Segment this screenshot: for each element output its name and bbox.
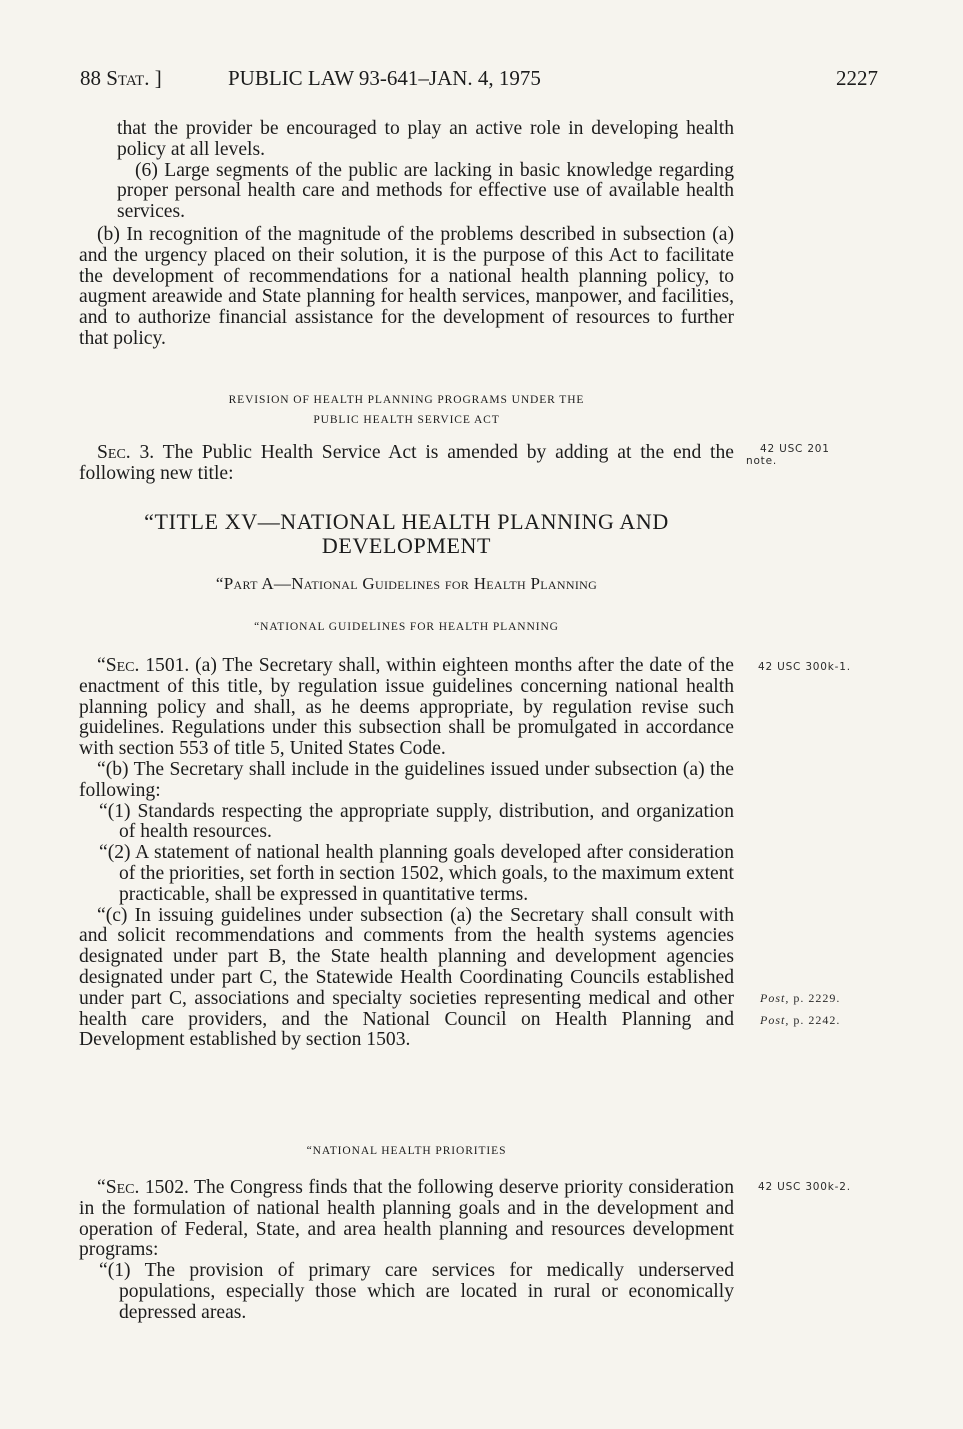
- title-xv: [79, 510, 734, 558]
- part-a-name: National Guidelines for Health Planning: [291, 574, 598, 593]
- revision-heading: [79, 390, 734, 430]
- title-xv-line1: “TITLE XV—NATIONAL HEALTH PLANNING AND: [144, 509, 669, 534]
- guidelines-heading-text: “NATIONAL GUIDELINES FOR HEALTH PLANNING: [254, 621, 559, 633]
- sec1501-item1: “(1) Standards respecting the appropriate supply, distribution, and organization of health resources.: [99, 800, 734, 843]
- stat-number: 88: [80, 66, 101, 90]
- margin-note-42usc201: [746, 443, 830, 467]
- revision-heading-line2: PUBLIC HEALTH SERVICE ACT: [313, 414, 500, 426]
- margin-note-post-2229: [760, 992, 840, 1004]
- margin-note-42usc300k2: 42 USC 300k-2.: [758, 1181, 851, 1193]
- margin-note-42usc300k1: 42 USC 300k-1.: [758, 661, 851, 673]
- priorities-heading-text: “NATIONAL HEALTH PRIORITIES: [306, 1145, 507, 1157]
- paragraph-6: (6) Large segments of the public are lacking in basic knowledge regarding proper personal health care and methods for effective use of available health services.: [117, 159, 734, 223]
- sec1501-text-a: (a) The Secretary shall, within eighteen months after the date of the enactment of this title, by regulation issue guidelines concerning national health planning policy and shall, as he deems appropriate, by regulation revise such guidelines. Regulations under this subsection shall be promulgated in accordance with section 553 of title 5, United States Code.: [79, 655, 734, 760]
- statute-volume: [80, 66, 162, 91]
- paragraph-b: (b) In recognition of the magnitude of the problems described in subsection (a) and the urgency placed on their solution, it is the purpose of this Act to facilitate the development of recommendations for a national health planning policy, to augment areawide and State planning for health services, manpower, and facilities, and to authorize financial assistance for the development of resources to further that policy.: [79, 223, 734, 349]
- sec1501-item2: “(2) A statement of national health planning goals developed after consideration of the priorities, set forth in section 1502, which goals, to the maximum extent practicable, shall be expressed in quantitative terms.: [99, 842, 734, 905]
- guidelines-heading: [79, 617, 734, 637]
- sec1501-label: “Sec. 1501.: [97, 655, 190, 676]
- stat-word: Stat.: [106, 66, 150, 90]
- sec1501-text-b: “(b) The Secretary shall include in the guidelines issued under subsection (a) the following:: [79, 758, 734, 801]
- section-1502: [79, 1178, 734, 1324]
- post-word-2: Post,: [760, 1013, 790, 1027]
- post-page-1: p. 2229.: [789, 991, 841, 1005]
- margin-note-42usc201-line1: 42 USC 201: [760, 443, 830, 455]
- sec1502-text: The Congress finds that the following deserve priority consideration in the formulation of national health planning goals and in the development and operation of Federal, State, and area health planning and resources development programs:: [79, 1177, 734, 1261]
- public-law-title: PUBLIC LAW 93-641–JAN. 4, 1975: [228, 66, 541, 90]
- part-a-prefix: “Part A—: [215, 574, 292, 593]
- revision-heading-line1: REVISION OF HEALTH PLANNING PROGRAMS UNDER THE: [228, 394, 585, 406]
- sec1502-label: “Sec. 1502.: [97, 1177, 189, 1198]
- page-number: 2227: [836, 66, 878, 90]
- sec1502-item1: “(1) The provision of primary care services for medically underserved populations, especially those which are located in rural or economically depressed areas.: [99, 1260, 734, 1323]
- margin-note-post-2242: [760, 1014, 840, 1026]
- stat-bracket: ]: [154, 66, 162, 90]
- post-page-2: p. 2242.: [789, 1013, 841, 1027]
- post-word-1: Post,: [760, 991, 790, 1005]
- section-3: [79, 443, 734, 485]
- priorities-heading: [79, 1141, 734, 1161]
- opening-block: [79, 119, 734, 350]
- sec3-text: The Public Health Service Act is amended by adding at the end the following new title:: [79, 442, 734, 484]
- paragraph-5-end: that the provider be encouraged to play an active role in developing health policy at all levels.: [117, 118, 734, 160]
- sec3-label: Sec. 3.: [97, 442, 155, 463]
- page-header: [80, 66, 880, 96]
- title-xv-line2: DEVELOPMENT: [321, 533, 492, 558]
- section-1501: [79, 656, 734, 1051]
- part-a-heading: [79, 574, 734, 595]
- margin-note-42usc201-line2: note.: [746, 455, 777, 467]
- sec1501-text-c: “(c) In issuing guidelines under subsection (a) the Secretary shall consult with and solicit recommendations and comments from the health systems agencies designated under part B, the State health planning and development agencies designated under part C, the Statewide Health Coordinating Councils established under part C, associations and specialty societies representing medical and other health care providers, and the National Council on Health Planning and Development established by section 1503.: [79, 904, 734, 1051]
